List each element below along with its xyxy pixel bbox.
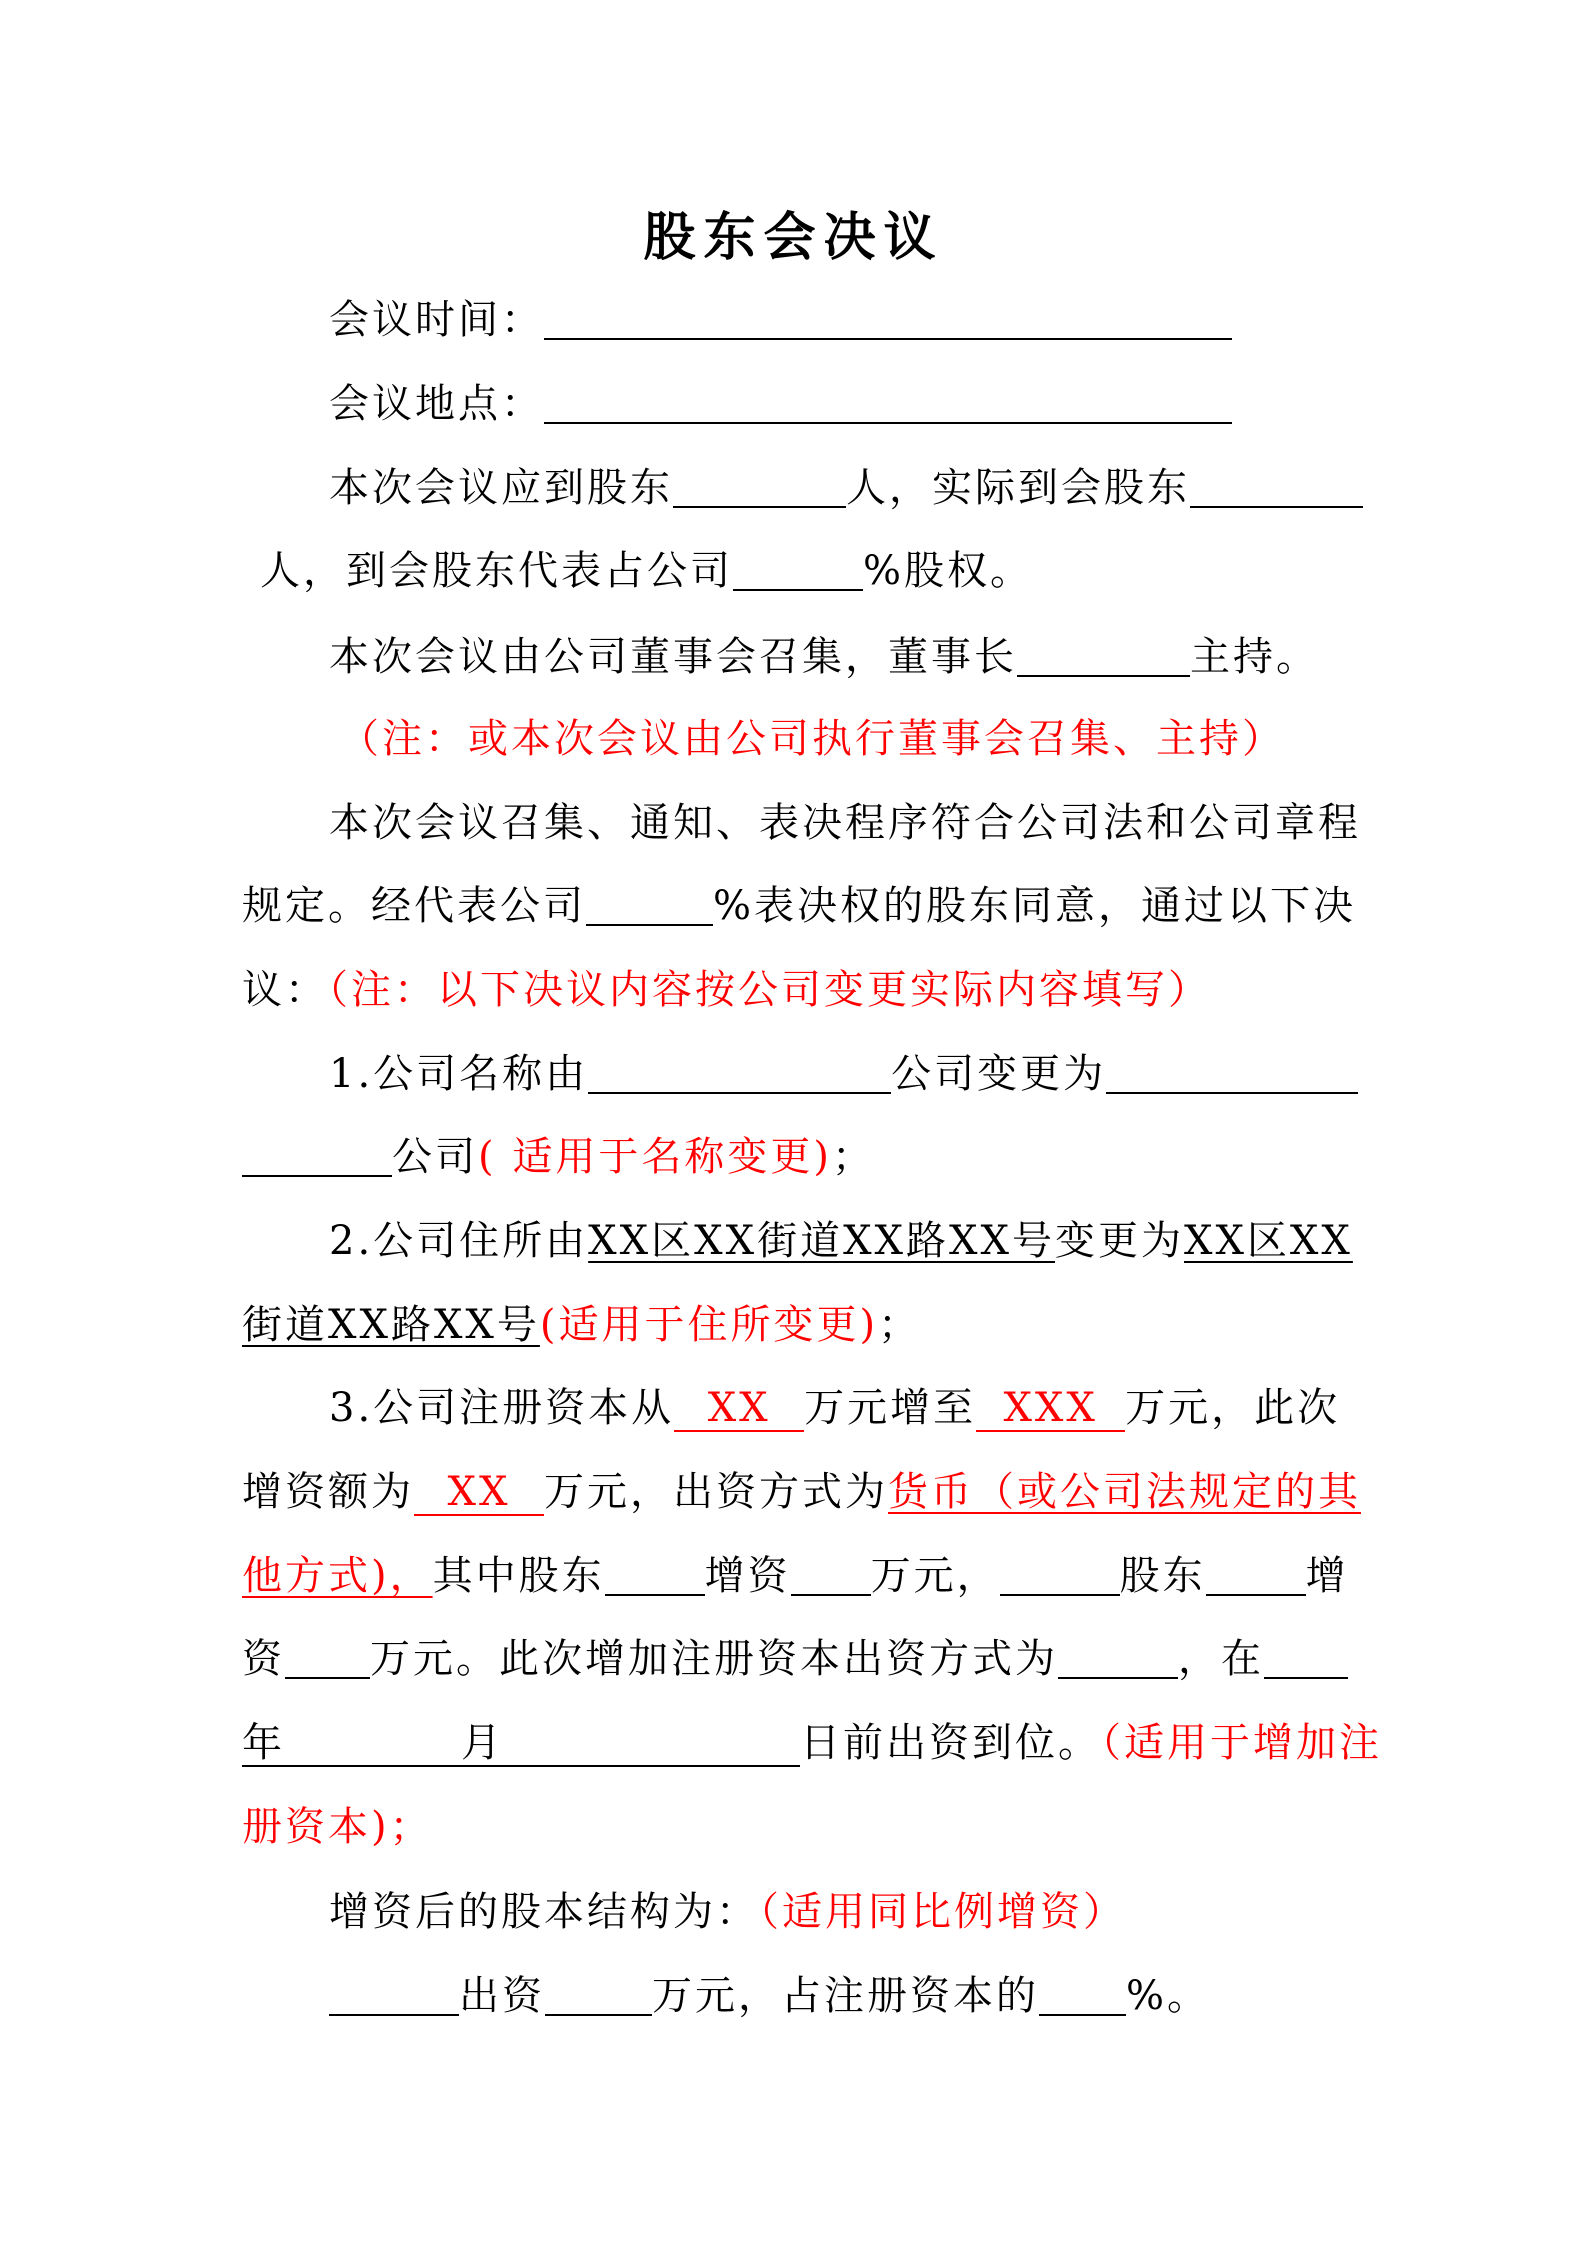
capital-text: 3.公司注册资本从 xyxy=(329,1385,675,1431)
procedure-line-3 xyxy=(242,962,1211,1018)
host-text: 本次会议由公司董事会召集，董事长 xyxy=(329,634,1017,680)
name-change-suffix: 公司 xyxy=(392,1134,478,1180)
contribution-mid: 万元，占注册资本的 xyxy=(652,1973,1039,2019)
month-text: 月 xyxy=(461,1720,504,1766)
procedure-end-text: 议： xyxy=(242,967,328,1013)
new-name-blank xyxy=(1106,1092,1358,1094)
contribution-line xyxy=(329,1968,1210,2024)
contribution-amount-blank xyxy=(545,2014,652,2016)
procedure-text: 规定。经代表公司 xyxy=(242,883,586,929)
shareholder-a-blank xyxy=(605,1594,705,1596)
procedure-line-1: 本次会议召集、通知、表决程序符合公司法和公司章程 xyxy=(329,800,1361,846)
attendance-share-line xyxy=(260,543,1033,599)
name-change-text: 1.公司名称由 xyxy=(329,1051,589,1097)
actual-attend-text: 人，实际到会股东 xyxy=(846,465,1190,511)
address-change-middle: 变更为 xyxy=(1054,1218,1184,1264)
new-address-part-2: 街道XX路XX号 xyxy=(242,1302,540,1348)
contribution-method-part-1: 货币（或公司法规定的其 xyxy=(888,1469,1361,1515)
address-change-end: ； xyxy=(878,1302,922,1348)
capital-note-part-1: （适用于增加注 xyxy=(1101,1720,1382,1766)
structure-note: （适用同比例增资） xyxy=(759,1889,1126,1935)
old-address: XX区XX街道XX路XX号 xyxy=(588,1218,1055,1264)
actual-attend-blank xyxy=(1190,506,1363,508)
attendance-line xyxy=(329,460,1363,516)
contribution-percent-blank xyxy=(1039,2014,1126,2016)
shareholder-b-increase-2: 资 xyxy=(242,1636,285,1682)
shareholder-b-name-blank xyxy=(1000,1594,1120,1596)
capital-line-5 xyxy=(242,1715,1382,1771)
meeting-time-blank xyxy=(544,338,1232,340)
address-change-line-1 xyxy=(329,1213,1353,1269)
new-name-blank-cont xyxy=(242,1175,392,1177)
capital-mid-2: 万元，此次 xyxy=(1125,1385,1341,1431)
meeting-time-label: 会议时间： xyxy=(329,297,544,343)
shareholder-b-increase-1: 增 xyxy=(1305,1553,1349,1599)
name-change-middle: 公司变更为 xyxy=(891,1051,1107,1097)
capital-line-2 xyxy=(242,1464,1361,1520)
address-change-note: (适用于住所变更) xyxy=(539,1302,879,1348)
shareholder-a-amount-blank xyxy=(791,1594,871,1596)
capital-to-amount: XXX xyxy=(976,1386,1125,1432)
name-change-line-1 xyxy=(329,1046,1358,1102)
capital-note-part-2: 册资本)； xyxy=(242,1804,433,1850)
new-address-part-1: XX区XX xyxy=(1183,1218,1353,1264)
should-attend-text: 本次会议应到股东 xyxy=(329,465,673,511)
address-change-line-2 xyxy=(242,1297,921,1353)
day-blank xyxy=(504,1755,800,1756)
share-text: 人，到会股东代表占公司 xyxy=(260,548,733,594)
increase-amount: XX xyxy=(414,1470,544,1516)
capital-mid-3: 万元，出资方式为 xyxy=(544,1469,888,1515)
name-change-line-2 xyxy=(242,1129,875,1185)
contribution-method-part-2: 他方式)， xyxy=(242,1553,433,1599)
page-title: 股东会决议 xyxy=(643,207,944,268)
procedure-suffix: %表决权的股东同意，通过以下决 xyxy=(713,883,1357,929)
meeting-time-line xyxy=(329,292,1232,348)
capital-from-amount: XX xyxy=(674,1386,804,1432)
chairman-blank xyxy=(1017,675,1190,677)
share-percent-blank xyxy=(733,589,863,591)
shareholder-a-mid: 增资 xyxy=(704,1553,791,1599)
shareholder-b-mid: 股东 xyxy=(1119,1553,1206,1599)
name-change-end: ； xyxy=(831,1134,875,1180)
address-change-text: 2.公司住所由 xyxy=(329,1218,589,1264)
year-text: 年 xyxy=(242,1720,285,1766)
resolution-note: （注：以下决议内容按公司变更实际内容填写） xyxy=(328,967,1211,1013)
vote-percent-blank xyxy=(586,924,713,926)
contribution-method-blank xyxy=(1058,1677,1178,1679)
capital-line-1 xyxy=(329,1380,1340,1436)
shareholder-b-amount-blank xyxy=(285,1677,370,1679)
meeting-place-line xyxy=(329,376,1232,432)
share-suffix: %股权。 xyxy=(863,548,1034,594)
host-suffix: 主持。 xyxy=(1190,634,1319,680)
capital-line-4 xyxy=(242,1631,1348,1687)
shareholder-a-suffix: 万元， xyxy=(870,1553,1000,1599)
capital-line-3 xyxy=(242,1548,1349,1604)
deadline-prefix: ，在 xyxy=(1178,1636,1264,1682)
deadline-suffix: 日前出资到位。 xyxy=(800,1720,1101,1766)
shareholder-a-text: 其中股东 xyxy=(432,1553,605,1599)
name-change-note: ( 适用于名称变更) xyxy=(478,1134,832,1180)
contribution-label: 出资 xyxy=(459,1973,545,2019)
contribution-suffix: %。 xyxy=(1126,1973,1211,2019)
month-blank xyxy=(285,1755,461,1756)
contributor-blank xyxy=(329,2014,459,2016)
increase-label: 增资额为 xyxy=(242,1469,414,1515)
deadline-year-blank xyxy=(1264,1677,1348,1679)
host-line xyxy=(329,629,1319,685)
shareholder-b-blank xyxy=(1206,1594,1306,1596)
shareholder-b-suffix: 万元。此次增加注册资本出资方式为 xyxy=(370,1636,1058,1682)
meeting-place-blank xyxy=(544,422,1232,424)
host-note: （注：或本次会议由公司执行董事会召集、主持） xyxy=(339,716,1285,762)
procedure-line-2 xyxy=(242,878,1356,934)
structure-label: 增资后的股本结构为： xyxy=(329,1889,759,1935)
meeting-place-label: 会议地点： xyxy=(329,381,544,427)
should-attend-blank xyxy=(673,506,846,508)
deadline-date-field xyxy=(242,1721,800,1767)
capital-mid-1: 万元增至 xyxy=(804,1385,977,1431)
structure-line xyxy=(329,1884,1126,1940)
old-name-blank xyxy=(588,1092,891,1094)
